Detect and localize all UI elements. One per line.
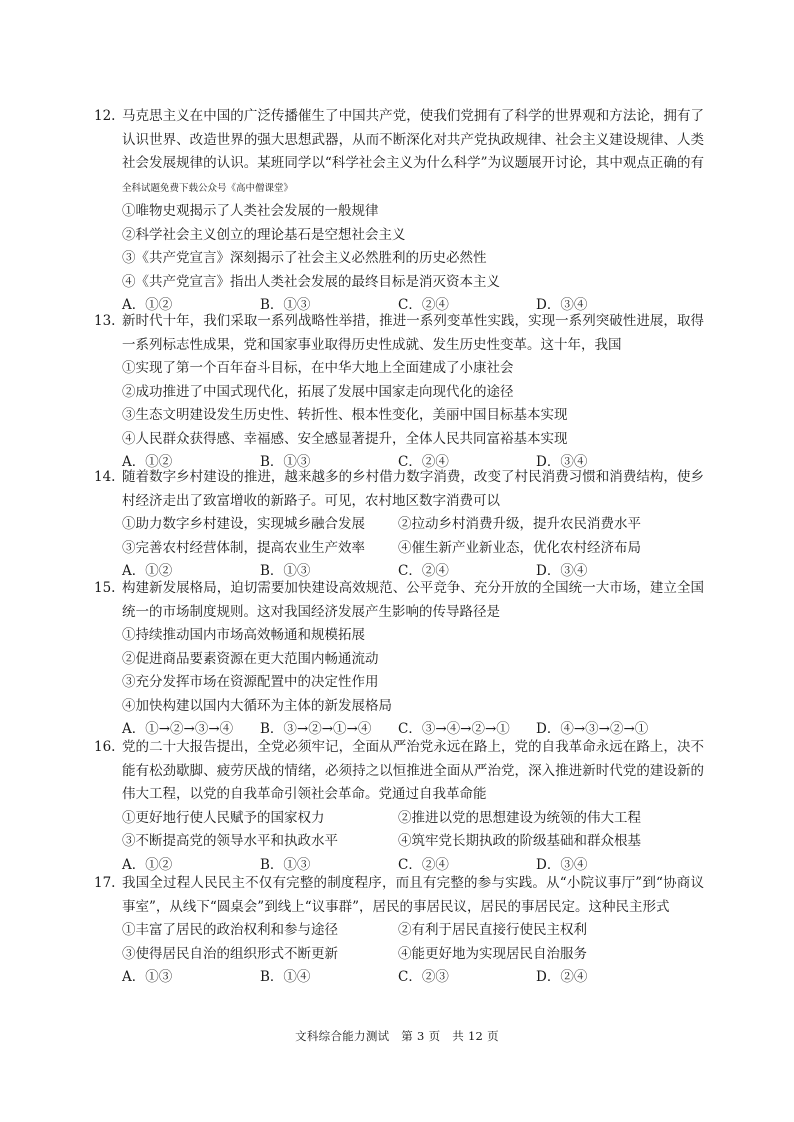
- option-d: D．③④: [536, 454, 588, 470]
- statement: ①唯物史观揭示了人类社会发展的一般规律: [122, 203, 379, 219]
- question-12: [94, 105, 704, 318]
- question-text: 马克思主义在中国的广泛传播催生了中国共产党，使我们党拥有了科学的世界观和方法论，拥有了认识世界、改造世界的强大思想武器，从而不断深化对共产党执政规律、社会主义建设规律、人类社会发展规律的认识。某班同学以“科学社会主义为什么科学”为议题展开讨论，其中观点正确的有: [122, 108, 704, 171]
- option-d: D．②④: [536, 969, 588, 985]
- statement: ②促进商品要素资源在更大范围内畅通流动: [122, 650, 379, 667]
- statement: ②成功推进了中国式现代化，拓展了发展中国家走向现代化的途径: [122, 383, 514, 400]
- statement: ④能更好地为实现居民自治服务: [398, 945, 587, 962]
- option-a: A．①②: [122, 297, 173, 313]
- statement: ③充分发挥市场在资源配置中的决定性作用: [122, 674, 379, 690]
- statement-row: [94, 537, 704, 561]
- question-17: [94, 872, 704, 990]
- question-13: [94, 310, 704, 475]
- statement: ①实现了第一个百年奋斗目标，在中华大地上全面建成了小康社会: [122, 360, 514, 376]
- statement: ④筑牢党长期执政的阶级基础和群众根基: [398, 833, 641, 849]
- statement: ④人民群众获得感、幸福感、安全感显著提升，全体人民共同富裕基本实现: [122, 430, 568, 447]
- statement-row: [94, 943, 704, 967]
- option-c: C．②④: [398, 856, 449, 873]
- question-16: [94, 736, 704, 877]
- option-b: B．③→②→①→④: [260, 721, 372, 737]
- option-c: C．②③: [398, 969, 449, 985]
- option-d: D．③④: [536, 856, 588, 873]
- question-stem: [94, 310, 704, 357]
- statement: ③完善农村经营体制，提高农业生产效率: [122, 539, 365, 556]
- option-d: D．③④: [536, 563, 588, 579]
- option-b: B．①③: [260, 454, 311, 470]
- page-footer: 文科综合能力测试 第 3 页 共 12 页: [295, 1029, 499, 1043]
- option-d: D．③④: [536, 297, 588, 313]
- statement: ③《共产党宣言》深刻揭示了社会主义必然胜利的历史必然性: [122, 250, 487, 266]
- statement: ①丰富了居民的政治权利和参与途径: [122, 922, 338, 938]
- question-text: 我国全过程人民民主不仅有完整的制度程序，而且有完整的参与实践。从“小院议事厅”到“协商议事室”，从线下“圆桌会”到线上“议事群”，居民的事居民议，居民的事居民定。这种民主形式: [122, 875, 704, 915]
- statement: ②推进以党的思想建设为统领的伟大工程: [398, 809, 641, 826]
- option-c: C．②④: [398, 297, 449, 313]
- question-number: 15.: [94, 580, 116, 596]
- statement-row: [94, 513, 704, 537]
- question-15: [94, 577, 704, 742]
- question-stem: [94, 736, 704, 807]
- question-number: 13.: [94, 313, 116, 329]
- statement: ②科学社会主义创立的理论基石是空想社会主义: [122, 226, 406, 243]
- statement: ①持续推动国内市场高效畅通和规模拓展: [122, 627, 365, 643]
- option-a: A．①②: [122, 563, 173, 579]
- statement: ④催生新产业新业态，优化农村经济布局: [398, 539, 641, 556]
- option-b: B．①③: [260, 297, 311, 313]
- statement: ③使得居民自治的组织形式不断更新: [122, 945, 338, 962]
- question-number: 14.: [94, 469, 116, 485]
- question-text: 随着数字乡村建设的推进，越来越多的乡村借力数字消费，改变了村民消费习惯和消费结构，使乡村经济走出了致富增收的新路子。可见，农村地区数字消费可以: [122, 469, 704, 509]
- question-stem: [94, 872, 704, 919]
- statement: ②拉动乡村消费升级，提升农民消费水平: [398, 516, 641, 532]
- question-number: 12.: [94, 108, 116, 124]
- question-stem: [94, 105, 704, 200]
- question-stem: [94, 577, 704, 624]
- answer-options: [94, 966, 704, 990]
- option-b: B．①④: [260, 969, 311, 985]
- question-text: 构建新发展格局，迫切需要加快建设高效规范、公平竞争、充分开放的全国统一大市场，建立全国统一的市场制度规则。这对我国经济发展产生影响的传导路径是: [122, 580, 704, 620]
- statement: ④《共产党宣言》指出人类社会发展的最终目标是消灭资本主义: [122, 273, 500, 290]
- question-14: [94, 466, 704, 584]
- statement: ②有利于居民直接行使民主权利: [398, 922, 587, 938]
- statement-row: [94, 919, 704, 943]
- option-b: B．①③: [260, 563, 311, 579]
- question-text: 党的二十大报告提出，全党必须牢记，全面从严治党永远在路上，党的自我革命永远在路上，决不能有松劲歇脚、疲劳厌战的情绪，必须持之以恒推进全面从严治党，深入推进新时代党的建设新的伟大工程，以党的自我革命引领社会革命。党通过自我革命能: [122, 739, 704, 802]
- option-a: A．①②: [122, 856, 173, 873]
- statement: ①助力数字乡村建设，实现城乡融合发展: [122, 516, 365, 532]
- statement-row: [94, 830, 704, 854]
- question-number: 17.: [94, 875, 116, 891]
- statement: ④加快构建以国内大循环为主体的新发展格局: [122, 697, 392, 714]
- question-stem: [94, 466, 704, 513]
- option-b: B．①③: [260, 856, 311, 873]
- option-c: C．②④: [398, 563, 449, 579]
- option-a: A．①③: [122, 969, 173, 985]
- question-text: 新时代十年，我们采取一系列战略性举措，推进一系列变革性实践，实现一系列突破性进展，取得一系列标志性成果，党和国家事业取得历史性成就、发生历史性变革。这十年，我国: [122, 313, 704, 353]
- option-d: D．④→③→②→①: [536, 721, 649, 737]
- question-number: 16.: [94, 739, 116, 755]
- statement: ③生态文明建设发生历史性、转折性、根本性变化，美丽中国目标基本实现: [122, 407, 568, 423]
- watermark-note: 全科试题免费下载公众号《高中僧课堂》: [122, 182, 294, 194]
- option-c: C．②④: [398, 454, 449, 470]
- option-a: A．①→②→③→④: [122, 721, 234, 737]
- statement-row: [94, 807, 704, 831]
- option-a: A．①②: [122, 454, 173, 470]
- statement: ①更好地行使人民赋予的国家权力: [122, 809, 325, 826]
- option-c: C．③→④→②→①: [398, 721, 510, 737]
- statement: ③不断提高党的领导水平和执政水平: [122, 833, 338, 849]
